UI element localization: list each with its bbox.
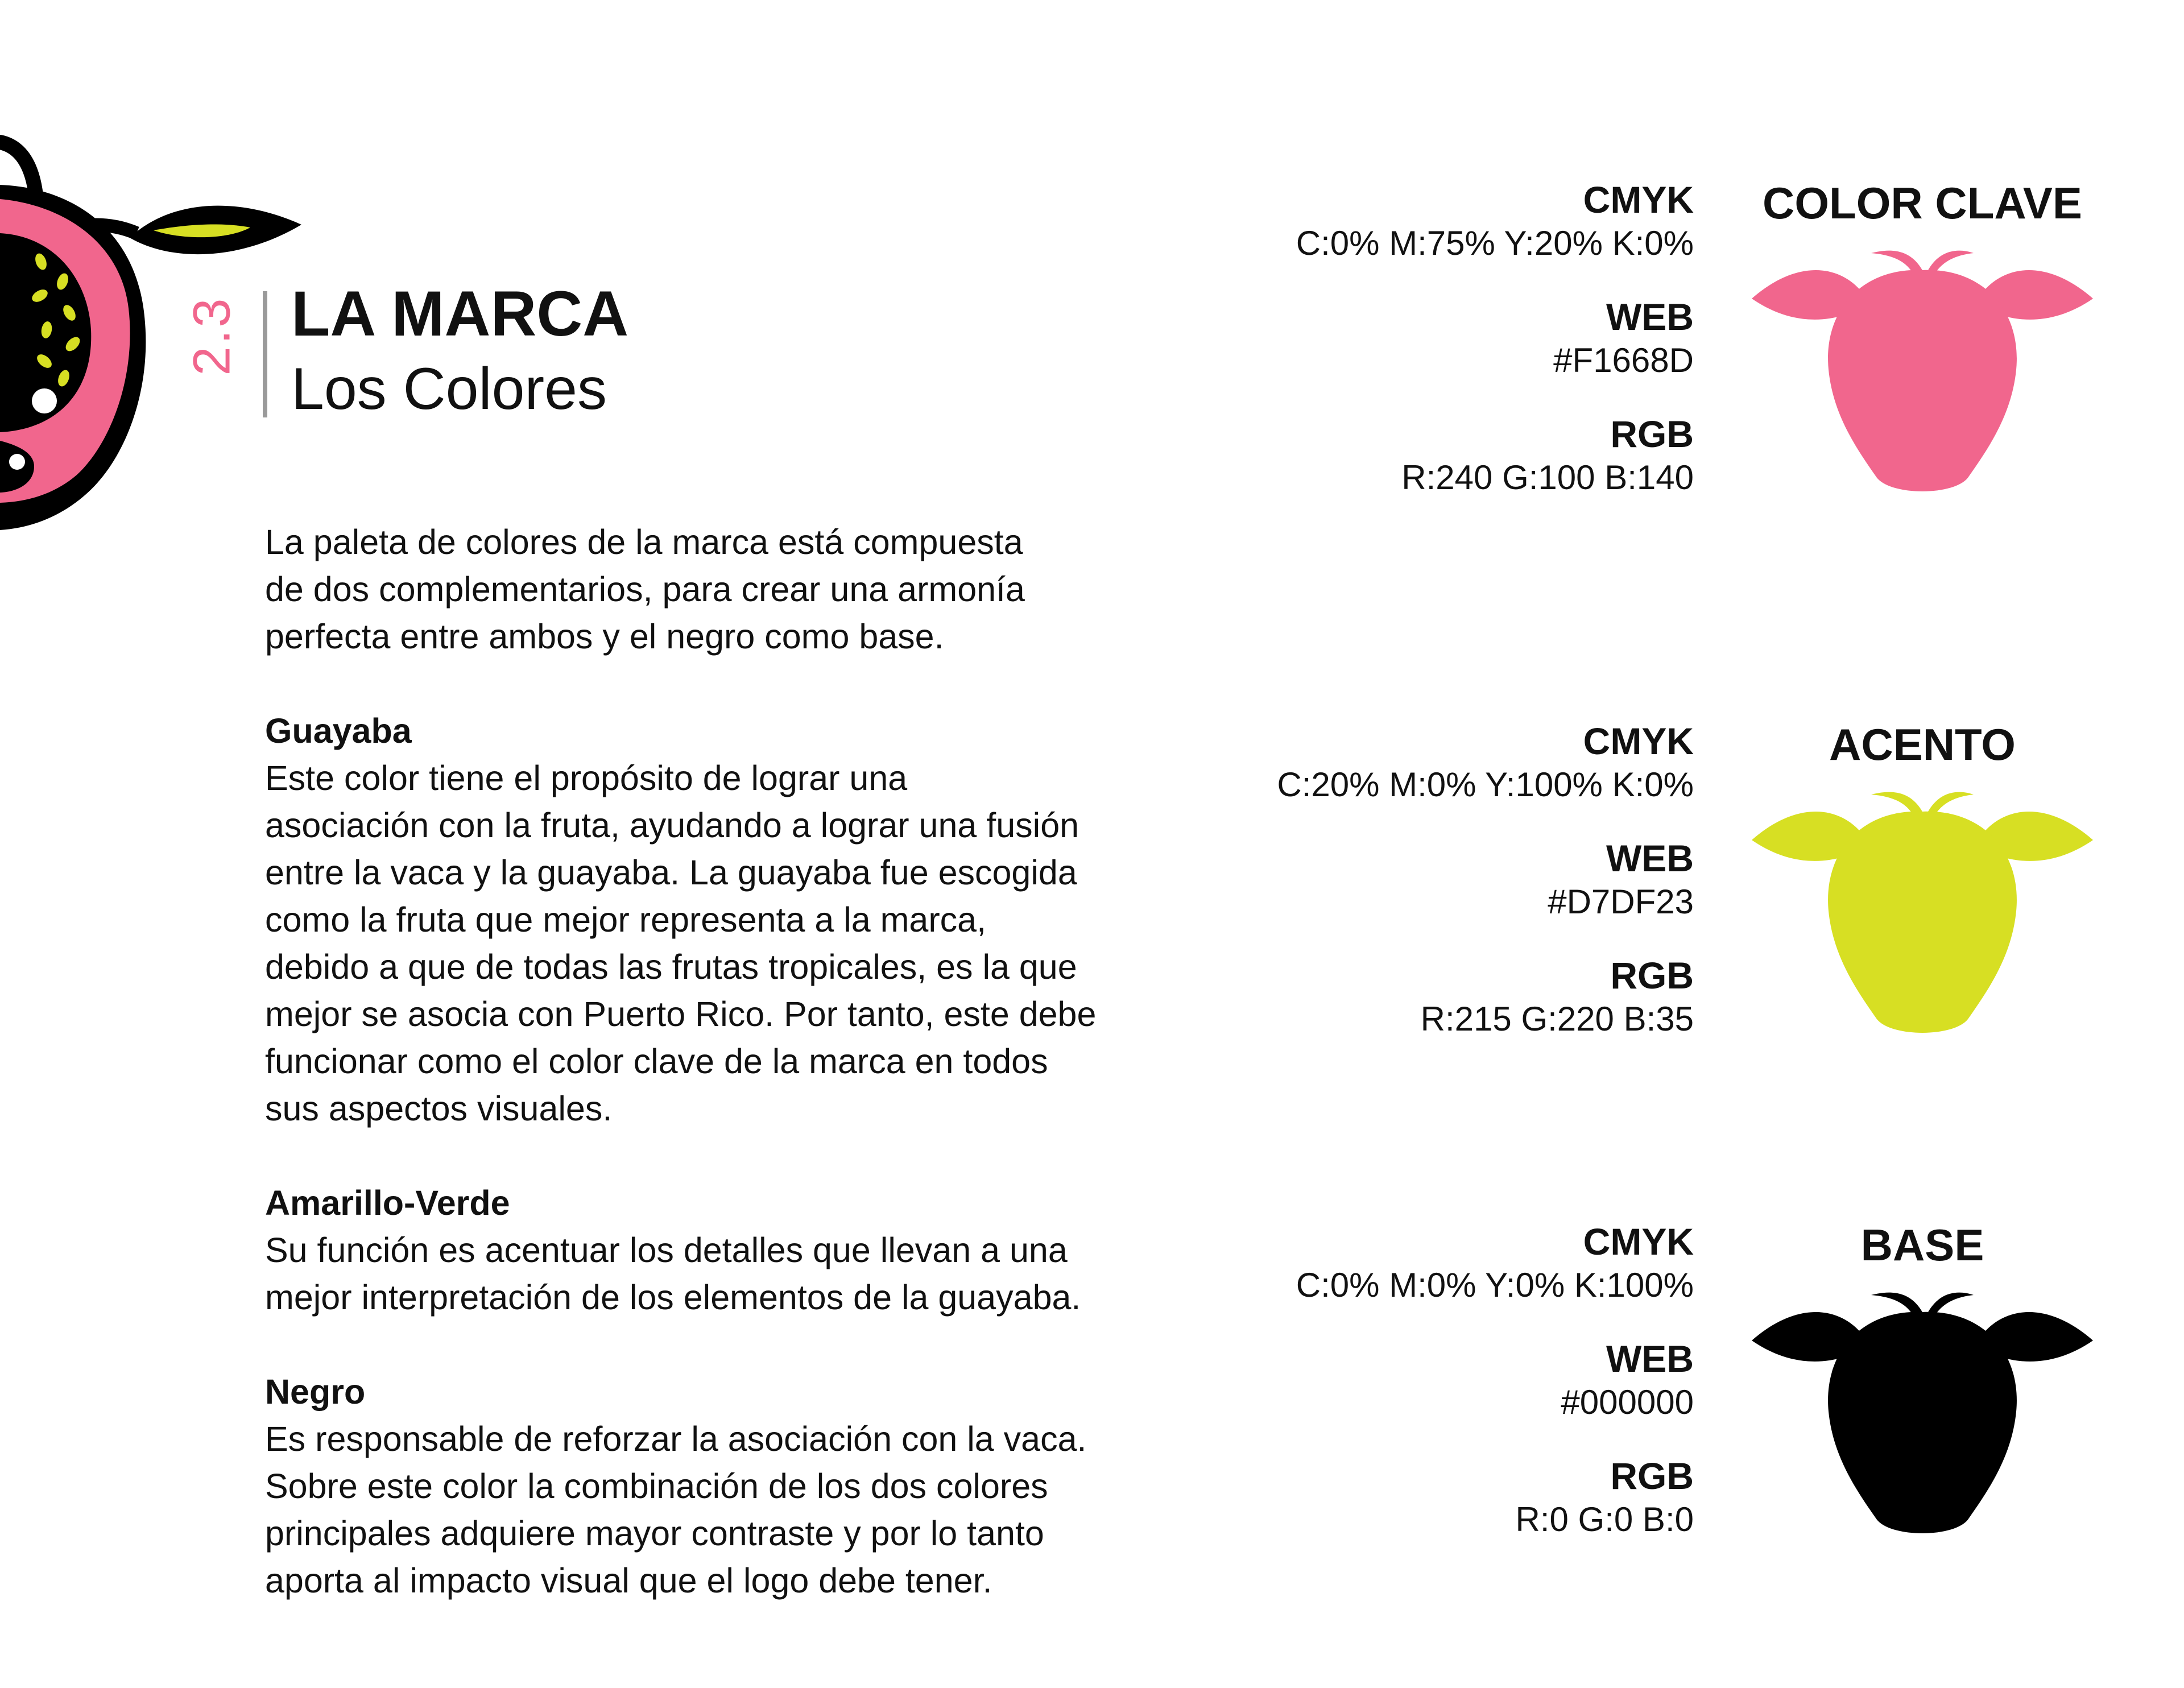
rgb-label: RGB <box>1610 413 1694 455</box>
cmyk-value: C:0% M:0% Y:0% K:100% <box>1296 1266 1694 1304</box>
swatch-title-clave: COLOR CLAVE <box>1763 178 2082 228</box>
body-text <box>265 519 1152 1604</box>
paragraph-line: mejor se asocia con Puerto Rico. Por tanto, este debe <box>265 995 1097 1033</box>
paragraph-line: debido a que de todas las frutas tropicales, es la que <box>265 948 1077 986</box>
cmyk-label: CMYK <box>1583 720 1694 762</box>
intro-line: perfecta entre ambos y el negro como base. <box>265 617 944 656</box>
web-value: #F1668D <box>1553 341 1694 379</box>
section-number: 2.3 <box>183 296 241 375</box>
paragraph-line: Este color tiene el propósito de lograr una <box>265 759 908 797</box>
guava-cow-head-icon <box>1729 233 2116 495</box>
rgb-label: RGB <box>1610 954 1694 996</box>
guava-cow-logo-icon <box>0 91 318 535</box>
swatch-title-acento: ACENTO <box>1829 719 2016 769</box>
intro-line: de dos complementarios, para crear una armonía <box>265 570 1025 609</box>
paragraph-line: asociación con la fruta, ayudando a lograr una fusión <box>265 806 1079 845</box>
rgb-value: R:215 G:220 B:35 <box>1420 1000 1694 1038</box>
color-spec-clave <box>1296 181 1694 532</box>
paragraph-line: entre la vaca y la guayaba. La guayaba fue escogida <box>265 853 1077 892</box>
guava-cow-head-icon <box>1729 775 2116 1036</box>
paragraph-line: Su función es acentuar los detalles que llevan a una <box>265 1231 1068 1269</box>
paragraph-line: sus aspectos visuales. <box>265 1089 613 1128</box>
cmyk-label: CMYK <box>1583 179 1694 221</box>
paragraph-line: Sobre este color la combinación de los dos colores <box>265 1467 1048 1505</box>
rgb-label: RGB <box>1610 1455 1694 1497</box>
paragraph-line: como la fruta que mejor representa a la marca, <box>265 900 987 939</box>
web-label: WEB <box>1606 296 1694 338</box>
swatch-title-base: BASE <box>1860 1220 1984 1270</box>
web-value: #000000 <box>1561 1383 1694 1421</box>
title-divider <box>263 291 267 417</box>
cmyk-value: C:20% M:0% Y:100% K:0% <box>1277 766 1694 804</box>
rgb-value: R:240 G:100 B:140 <box>1401 458 1694 497</box>
section-heading-negro: Negro <box>265 1372 366 1411</box>
web-label: WEB <box>1606 1338 1694 1380</box>
paragraph-line: principales adquiere mayor contraste y por lo tanto <box>265 1514 1044 1553</box>
paragraph-line: funcionar como el color clave de la marca en todos <box>265 1042 1048 1081</box>
page-title: LA MARCA <box>291 278 629 349</box>
paragraph-line: mejor interpretación de los elementos de la guayaba. <box>265 1278 1081 1317</box>
paragraph-line: aporta al impacto visual que el logo debe tener. <box>265 1561 992 1600</box>
guava-cow-head-icon <box>1729 1275 2116 1537</box>
rgb-value: R:0 G:0 B:0 <box>1515 1500 1694 1538</box>
cmyk-label: CMYK <box>1583 1221 1694 1263</box>
web-value: #D7DF23 <box>1548 883 1694 921</box>
page-subtitle: Los Colores <box>291 356 607 422</box>
intro-line: La paleta de colores de la marca está compuesta <box>265 523 1023 561</box>
section-heading-guayaba: Guayaba <box>265 711 412 750</box>
web-label: WEB <box>1606 837 1694 879</box>
color-spec-acento <box>1277 722 1694 1074</box>
section-heading-amarillo-verde: Amarillo-Verde <box>265 1184 510 1222</box>
cmyk-value: C:0% M:75% Y:20% K:0% <box>1296 224 1694 262</box>
paragraph-line: Es responsable de reforzar la asociación con la vaca. <box>265 1420 1087 1458</box>
color-spec-base <box>1296 1223 1694 1574</box>
